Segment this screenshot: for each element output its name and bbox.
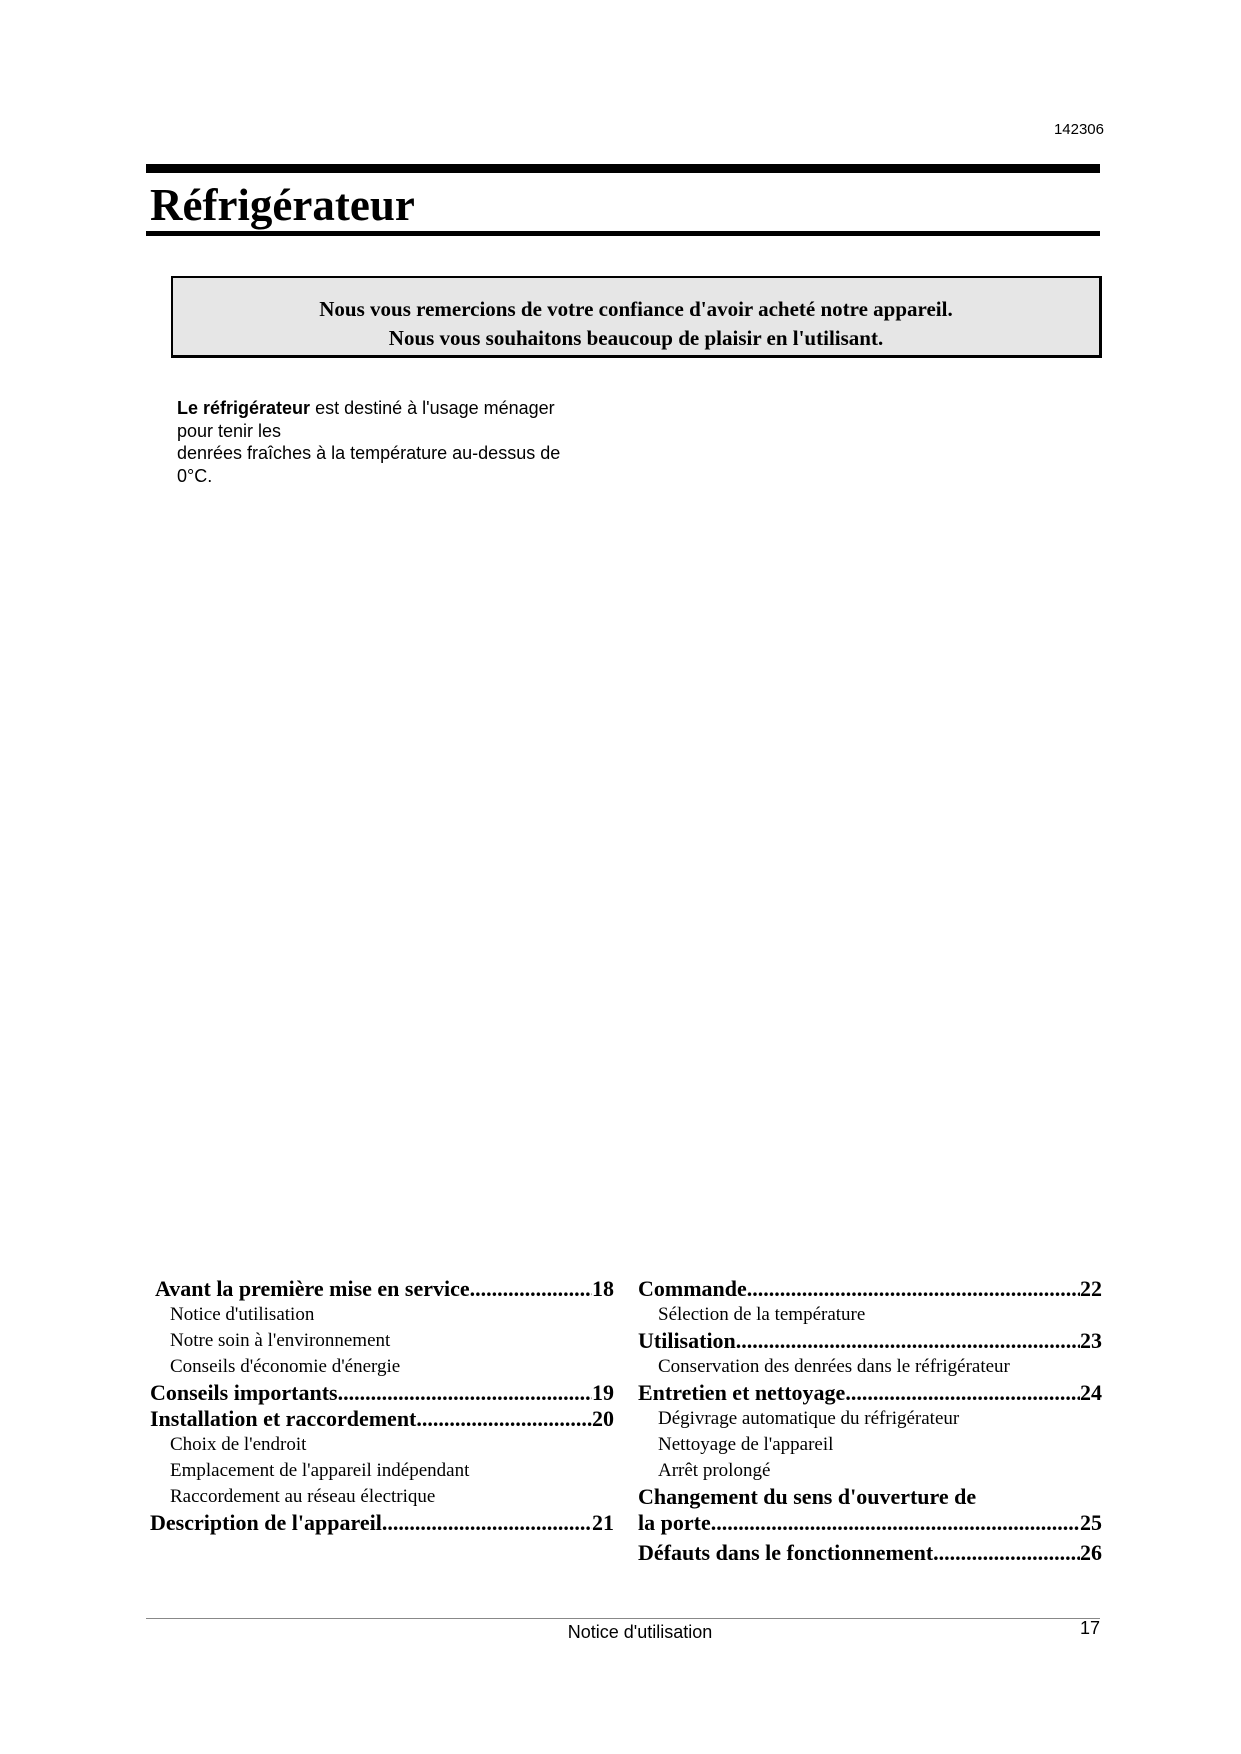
toc-right-column bbox=[638, 1276, 1102, 1566]
toc-entry-page: 23 bbox=[1080, 1328, 1102, 1353]
toc-entry-label: Commande bbox=[638, 1276, 747, 1301]
footer-rule bbox=[146, 1618, 1100, 1619]
thanks-line-2: Nous vous souhaitons beaucoup de plaisir en l'utilisant. bbox=[388, 326, 884, 350]
toc-leader-dots bbox=[747, 1276, 1080, 1302]
toc-entry-label: Installation et raccordement bbox=[150, 1406, 417, 1431]
document-code: 142306 bbox=[1053, 121, 1104, 138]
footer-text: Notice d'utilisation bbox=[567, 1622, 713, 1642]
intro-paragraph bbox=[177, 397, 617, 487]
toc-entry-page: 19 bbox=[592, 1380, 614, 1405]
toc-leader-dots bbox=[845, 1380, 1080, 1406]
toc-subentry: Choix de l'endroit bbox=[170, 1434, 307, 1455]
toc-entry bbox=[638, 1276, 1102, 1302]
toc-subentry: Notre soin à l'environnement bbox=[170, 1330, 391, 1351]
toc-entry-label: la porte bbox=[638, 1510, 711, 1535]
toc-leader-dots bbox=[736, 1328, 1080, 1354]
thanks-line-1: Nous vous remercions de votre confiance d'avoir acheté notre appareil. bbox=[319, 297, 953, 321]
toc-entry-heading-line bbox=[638, 1484, 1102, 1510]
intro-line-2: pour tenir les bbox=[177, 420, 282, 441]
toc-entry-label: Entretien et nettoyage bbox=[638, 1380, 846, 1405]
toc-subentry: Raccordement au réseau électrique bbox=[170, 1486, 436, 1507]
toc-leader-dots bbox=[933, 1540, 1080, 1566]
toc-entry-label: Avant la première mise en service bbox=[155, 1276, 470, 1301]
toc-subentry: Notice d'utilisation bbox=[170, 1304, 315, 1325]
toc-entry-label: Conseils importants bbox=[150, 1380, 338, 1405]
toc-entry bbox=[638, 1510, 1102, 1536]
toc-entry-page: 25 bbox=[1080, 1510, 1102, 1535]
page-title: Réfrigérateur bbox=[150, 180, 415, 230]
intro-line-1 bbox=[177, 397, 617, 420]
toc-leader-dots bbox=[338, 1380, 592, 1406]
page-number: 17 bbox=[1079, 1618, 1100, 1638]
toc-entry bbox=[638, 1328, 1102, 1354]
toc-entry bbox=[150, 1510, 614, 1536]
toc-left-column bbox=[150, 1276, 614, 1536]
thanks-box bbox=[171, 276, 1102, 358]
toc-entry-label: Utilisation bbox=[638, 1328, 736, 1353]
intro-line-3: denrées fraîches à la température au-dessus de bbox=[177, 443, 561, 463]
toc-subentry: Conservation des denrées dans le réfrigérateur bbox=[658, 1356, 1010, 1377]
intro-line-4: 0°C. bbox=[177, 465, 213, 486]
toc-leader-dots bbox=[382, 1510, 592, 1536]
toc-entry-page: 20 bbox=[592, 1406, 614, 1431]
toc-leader-dots bbox=[470, 1276, 592, 1302]
toc-entry-page: 18 bbox=[592, 1276, 614, 1301]
toc-leader-dots bbox=[416, 1406, 592, 1432]
toc-subentry: Conseils d'économie d'énergie bbox=[170, 1356, 401, 1377]
toc-entry bbox=[150, 1276, 614, 1302]
intro-line-1-rest: est destiné à l'usage ménager bbox=[310, 398, 555, 418]
toc-entry bbox=[150, 1406, 614, 1432]
toc-entry bbox=[150, 1380, 614, 1406]
toc-entry-label: Changement du sens d'ouverture de bbox=[638, 1484, 977, 1509]
toc-subentry: Sélection de la température bbox=[658, 1304, 866, 1325]
toc-subentry: Nettoyage de l'appareil bbox=[658, 1434, 834, 1455]
toc-subentry: Arrêt prolongé bbox=[658, 1460, 771, 1481]
toc-subentry: Emplacement de l'appareil indépendant bbox=[170, 1460, 470, 1481]
toc-entry-page: 26 bbox=[1080, 1540, 1102, 1565]
title-bottom-rule bbox=[146, 231, 1100, 236]
intro-bold-lead: Le réfrigérateur bbox=[177, 398, 311, 418]
toc-entry bbox=[638, 1540, 1102, 1566]
toc-leader-dots bbox=[711, 1510, 1080, 1536]
toc-entry-page: 22 bbox=[1080, 1276, 1102, 1301]
toc-subentry: Dégivrage automatique du réfrigérateur bbox=[658, 1408, 960, 1429]
toc-entry-page: 21 bbox=[592, 1510, 614, 1535]
title-top-rule bbox=[146, 164, 1100, 173]
toc-entry-label: Description de l'appareil bbox=[150, 1510, 382, 1535]
toc-entry-page: 24 bbox=[1080, 1380, 1102, 1405]
toc-entry bbox=[638, 1380, 1102, 1406]
toc-entry-label: Défauts dans le fonctionnement bbox=[638, 1540, 934, 1565]
